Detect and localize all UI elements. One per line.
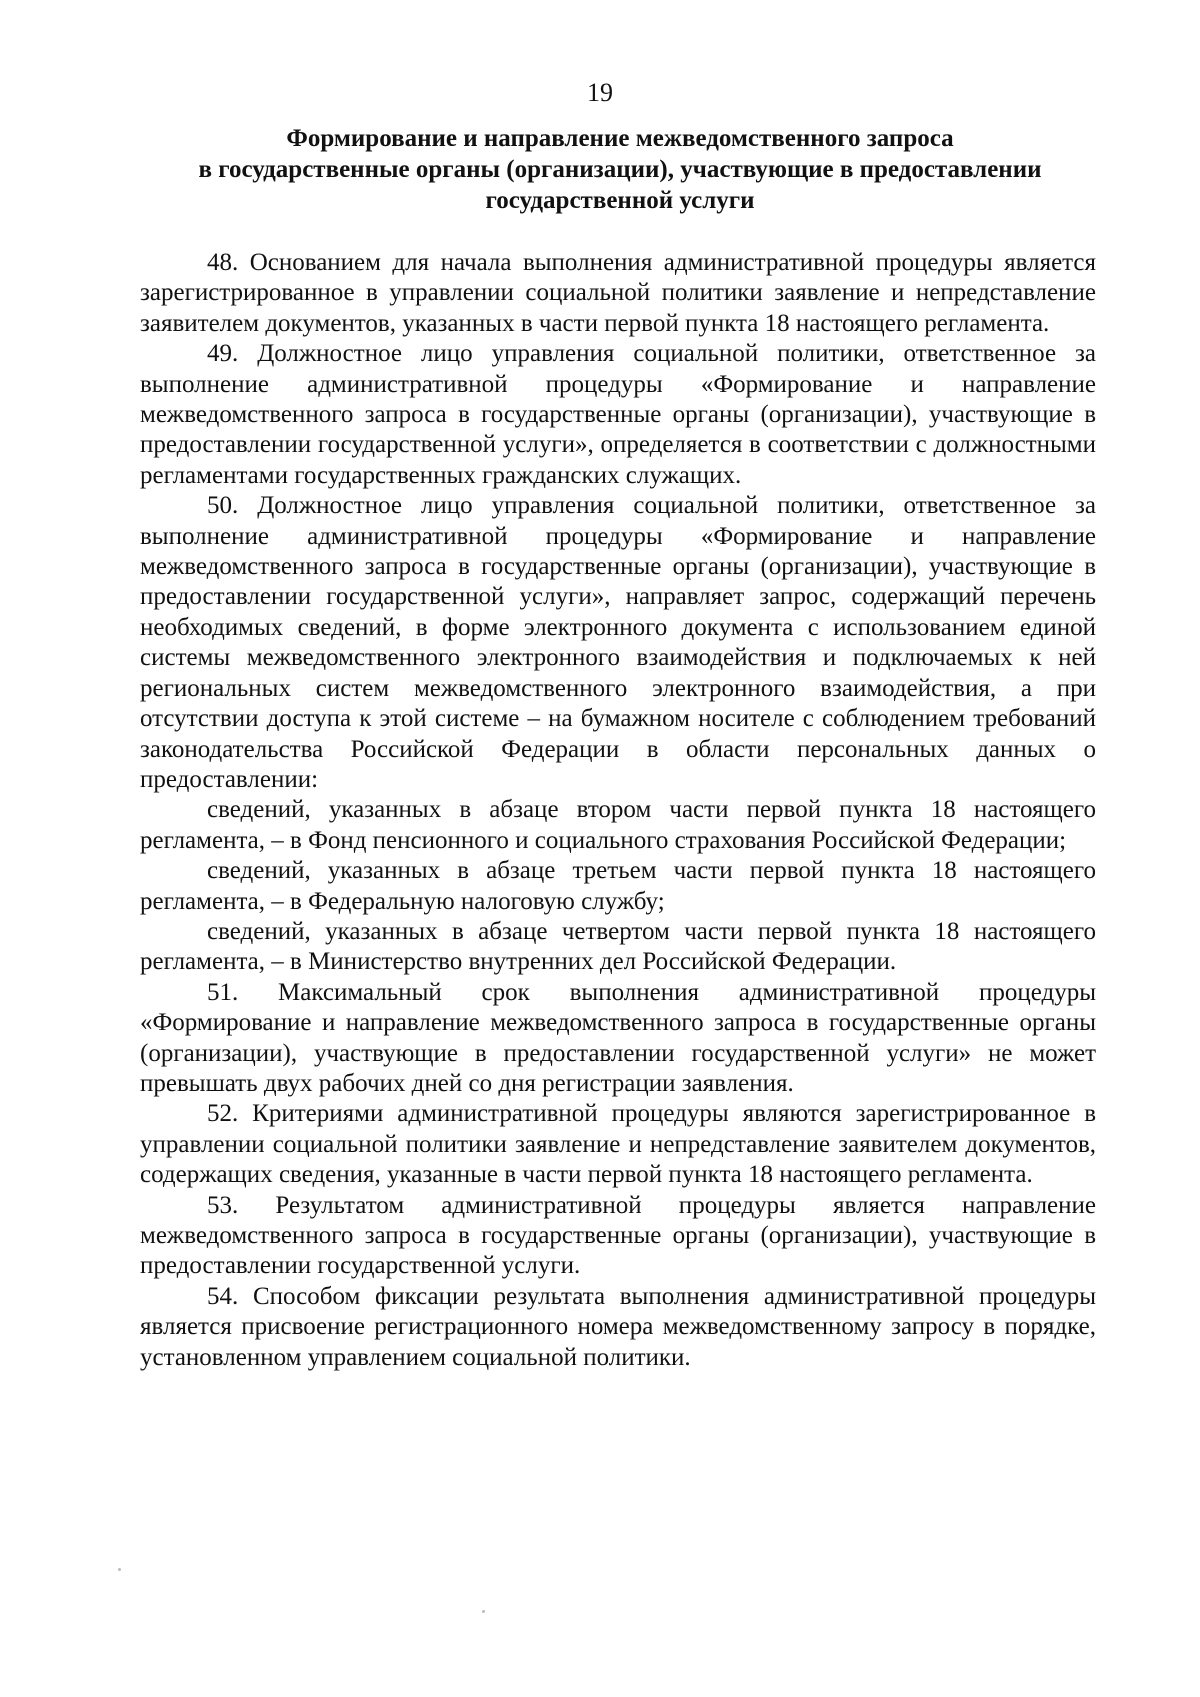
paragraph-50-item-3: сведений, указанных в абзаце четвертом части первой пункта 18 настоящего регламента, – в Министерство внутренних дел Российской Федерации. bbox=[140, 917, 1096, 976]
paragraph-50-item-1: сведений, указанных в абзаце втором части первой пункта 18 настоящего регламента, – в Фонд пенсионного и социального страхования Российской Федерации; bbox=[140, 796, 1096, 854]
heading-line-2: в государственные органы (организации), участвующие в предоставлении bbox=[198, 156, 1042, 183]
section-heading bbox=[140, 123, 1100, 216]
heading-line-3: государственной услуги bbox=[485, 187, 755, 214]
paragraph-50-item-2: сведений, указанных в абзаце третьем части первой пункта 18 настоящего регламента, – в Федеральную налоговую службу; bbox=[140, 857, 1096, 915]
paragraph-50: 50. Должностное лицо управления социальной политики, ответственное за выполнение административной процедуры «Формирование и направление межведомственного запроса в государственные органы (организации), участвующие в предоставлении государственной услуги», направляет запрос, содержащий перечень необходимых сведений, в форме электронного документа с использованием единой системы межведомственного электронного взаимодействия и подключаемых к ней региональных систем межведомственного электронного взаимодействия, а при отсутствии доступа к этой системе – на бумажном носителе с соблюдением требований законодательства Российской Федерации в области персональных данных о предоставлении: bbox=[140, 492, 1096, 793]
paragraph-52: 52. Критериями административной процедуры являются зарегистрированное в управлении социальной политики заявление и непредставление заявителем документов, содержащих сведения, указанные в части первой пункта 18 настоящего регламента. bbox=[140, 1100, 1096, 1189]
page-number: 19 bbox=[587, 78, 613, 107]
paragraph-51: 51. Максимальный срок выполнения административной процедуры «Формирование и направление межведомственного запроса в государственные органы (организации), участвующие в предоставлении государственной услуги» не может превышать двух рабочих дней со дня регистрации заявления. bbox=[140, 978, 1096, 1097]
scan-speck bbox=[118, 1568, 121, 1571]
paragraph-53: 53. Результатом административной процедуры является направление межведомственного запроса в государственные органы (организации), участвующие в предоставлении государственной услуги. bbox=[140, 1191, 1096, 1280]
scan-speck bbox=[482, 1610, 485, 1613]
paragraph-49: 49. Должностное лицо управления социальной политики, ответственное за выполнение административной процедуры «Формирование и направление межведомственного запроса в государственные органы (организации), участвующие в предоставлении государственной услуги», определяется в соответствии с должностными регламентами государственных гражданских служащих. bbox=[140, 340, 1096, 489]
document-body bbox=[140, 248, 1096, 1373]
paragraph-54: 54. Способом фиксации результата выполнения административной процедуры является присвоение регистрационного номера межведомственному запросу в порядке, установленном управлением социальной политики. bbox=[140, 1282, 1096, 1371]
paragraph-48: 48. Основанием для начала выполнения административной процедуры является зарегистрированное в управлении социальной политики заявление и непредставление заявителем документов, указанных в части первой пункта 18 настоящего регламента. bbox=[140, 249, 1096, 337]
heading-line-1: Формирование и направление межведомственного запроса bbox=[286, 125, 954, 152]
